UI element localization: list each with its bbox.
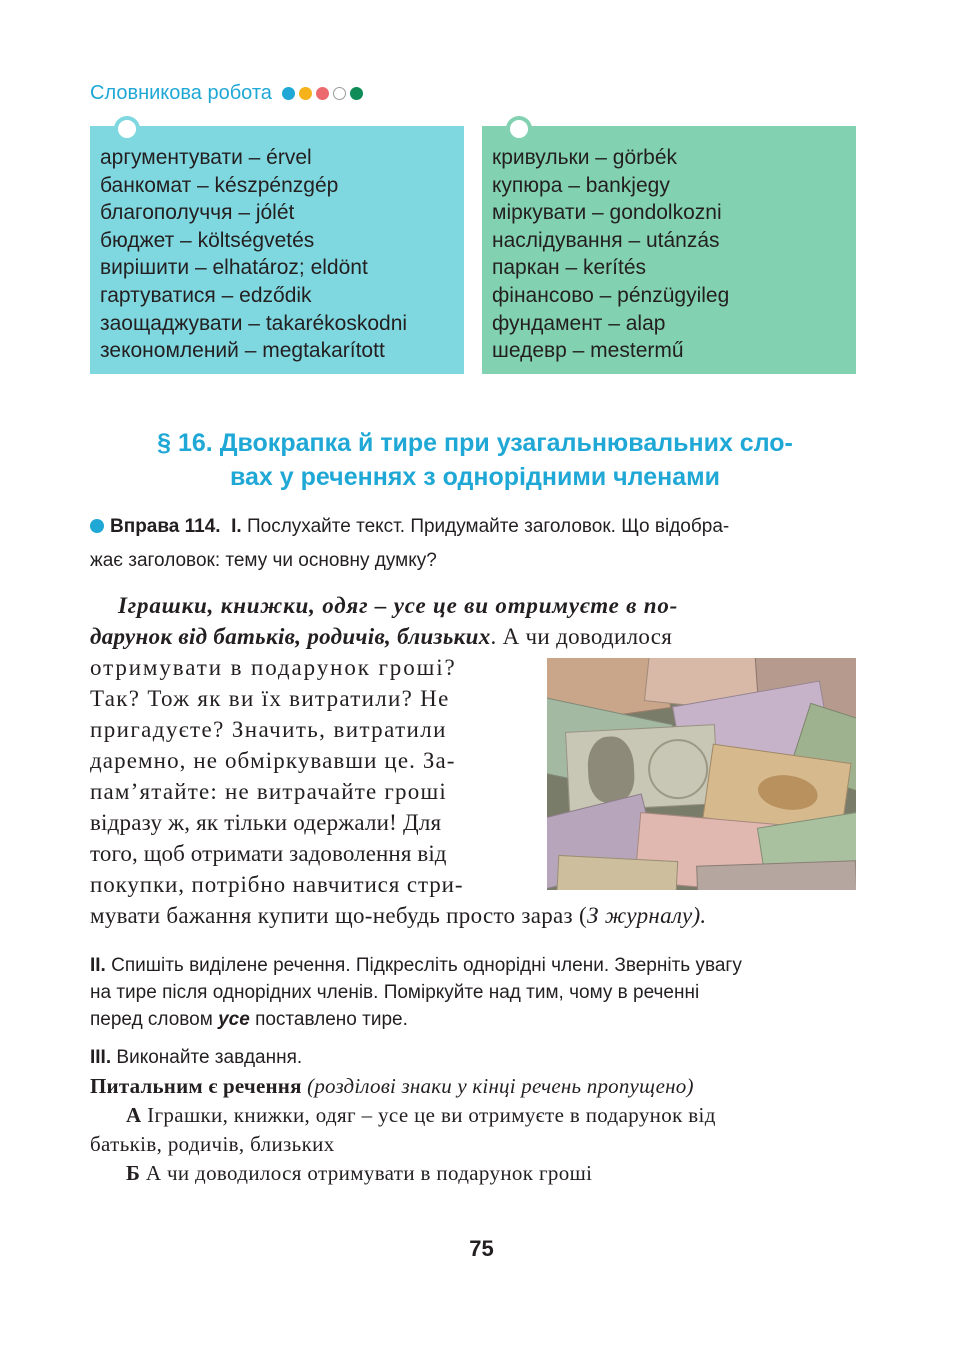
vocab-item: наслідування – utánzás <box>492 228 720 252</box>
vocab-list-right <box>492 144 856 365</box>
option-a <box>126 1101 716 1130</box>
level-dot <box>333 87 346 100</box>
option-b <box>126 1159 592 1188</box>
vocab-title: Словникова робота <box>90 82 272 104</box>
part3-instruction <box>90 1044 860 1071</box>
vocab-item: бюджет – költségvetés <box>100 228 315 252</box>
option-text: А чи доводилося отримувати в подарунок гроші <box>140 1161 593 1185</box>
vocab-item: фінансово – pénzügyileg <box>492 283 730 307</box>
vocab-item: гартуватися – edződik <box>100 283 312 307</box>
option-a-cont: батьків, родичів, близьких <box>90 1132 335 1156</box>
text-fragment: мувати бажання купити що-небудь просто зараз ( <box>90 903 587 928</box>
vocab-header <box>90 82 363 105</box>
vocab-item: банкомат – készpénzgép <box>100 173 339 197</box>
vocab-list-left <box>100 144 464 365</box>
vocab-item: аргументувати – érvel <box>100 146 312 169</box>
part3-text: Виконайте завдання. <box>116 1047 303 1068</box>
text-line: пам’ятайте: не витрачайте гроші <box>90 779 447 804</box>
part2-text: Спишіть виділене речення. Підкресліть однорідні члени. Зверніть увагу <box>111 955 742 976</box>
text-line <box>118 590 678 621</box>
part2-instruction <box>90 952 860 1033</box>
level-dot <box>282 87 295 100</box>
text-line: отримувати в подарунок гроші? <box>90 655 457 680</box>
vocab-item: фундамент – alap <box>492 311 666 335</box>
exercise-instruction <box>90 512 860 541</box>
emphasized-word: усе <box>218 1009 250 1030</box>
text-line: покупки, потрібно навчитися стри- <box>90 872 464 897</box>
question-text: Питальним є речення <box>90 1074 302 1098</box>
section-title-line: § 16. Двокрапка й тире при узагальнювальних сло- <box>157 429 793 457</box>
part2-text: перед словом <box>90 1009 219 1030</box>
vocab-card-left <box>90 126 464 374</box>
part-number: I. <box>231 516 242 537</box>
vocab-item: купюра – bankjegy <box>492 173 670 197</box>
question-note: (розділові знаки у кінці речень пропущено) <box>301 1074 694 1098</box>
vocab-item: зекономлений – megtakarított <box>100 339 385 363</box>
highlighted-sentence-end: дарунок від батьків, родичів, близьких <box>90 624 491 649</box>
instruction-text: Послухайте текст. Придумайте заголовок. Що відобра- <box>246 516 730 537</box>
text-fragment: . А чи доводилося <box>490 624 673 649</box>
vocab-item: міркувати – gondolkozni <box>492 201 722 225</box>
question-line <box>90 1072 694 1101</box>
text-line: Так? Тож як ви їх витратили? Не <box>90 686 450 711</box>
text-source: З журналу). <box>586 903 707 928</box>
exercise-instruction-cont: жає заголовок: тему чи основну думку? <box>90 550 437 571</box>
vocab-item: благополуччя – jólét <box>100 201 295 225</box>
text-line: пригадуєте? Значить, витратили <box>90 717 447 742</box>
vocab-item: вирішити – elhatároz; eldönt <box>100 256 368 280</box>
binder-ring-icon <box>506 116 532 142</box>
highlighted-sentence: Іграшки, книжки, одяг – усе це ви отримуєте в по- <box>118 593 679 618</box>
option-letter: А <box>126 1103 142 1127</box>
binder-ring-icon <box>114 116 140 142</box>
section-title-line: вах у реченнях з однорідними членами <box>229 463 720 491</box>
page-number: 75 <box>469 1236 494 1261</box>
part-number: III. <box>90 1047 112 1068</box>
level-dot <box>316 87 329 100</box>
exercise-label: Вправа 114. <box>110 516 221 537</box>
scallop-edge <box>482 370 856 378</box>
text-line <box>90 621 672 652</box>
option-letter: Б <box>126 1161 141 1185</box>
scallop-edge <box>90 370 464 378</box>
banknotes-photo <box>547 658 856 890</box>
vocab-item: паркан – kerítés <box>492 256 647 280</box>
part-number: II. <box>90 955 106 976</box>
level-dots <box>282 87 363 100</box>
text-line: відразу ж, як тільки одержали! Для <box>90 810 442 835</box>
part2-text: поставлено тире. <box>249 1009 408 1030</box>
vocab-item: заощаджувати – takarékoskodni <box>100 311 408 335</box>
exercise-dot-icon <box>90 519 104 533</box>
level-dot <box>299 87 312 100</box>
vocab-item: кривульки – görbék <box>492 146 678 169</box>
text-line: того, щоб отримати задоволення від <box>90 841 447 866</box>
vocab-item: шедевр – mestermű <box>492 339 684 363</box>
part2-line <box>90 952 860 979</box>
part2-line: на тире після однорідних членів. Поміркуйте над тим, чому в реченні <box>90 982 700 1003</box>
vocab-card-right <box>482 126 856 374</box>
text-line <box>90 900 706 931</box>
level-dot <box>350 87 363 100</box>
section-title <box>90 426 860 494</box>
option-text: Іграшки, книжки, одяг – усе це ви отримуєте в подарунок від <box>141 1103 716 1127</box>
part2-line <box>90 1006 860 1033</box>
text-line: даремно, не обміркувавши це. За- <box>90 748 456 773</box>
